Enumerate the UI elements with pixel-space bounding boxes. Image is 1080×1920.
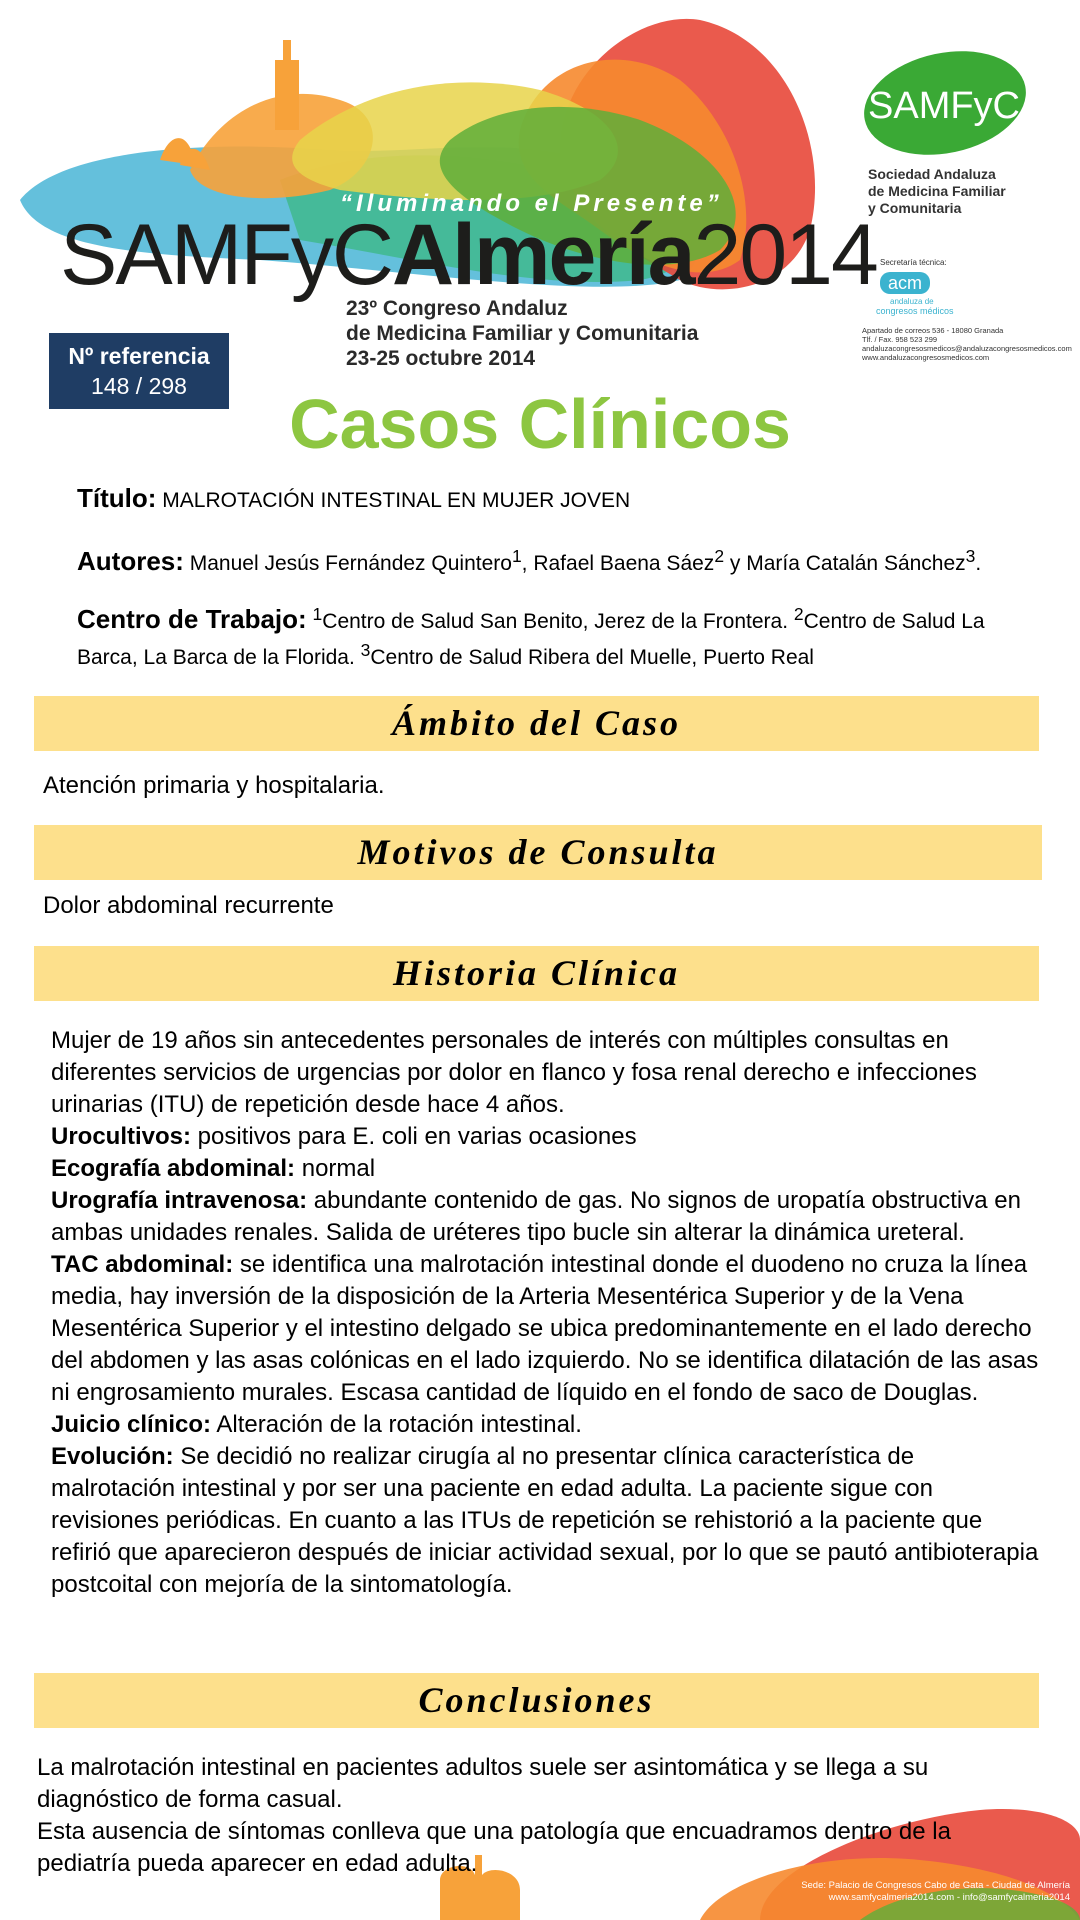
autor-3-sup: 3 xyxy=(965,546,976,566)
historia-urografia xyxy=(51,1185,1041,1249)
workplace-row xyxy=(77,600,1007,672)
congress-line-2: de Medicina Familiar y Comunitaria xyxy=(346,322,699,345)
autor-1-sup: 1 xyxy=(511,546,522,566)
secretaria-label: Secretaría técnica: xyxy=(880,258,947,267)
historia-intro: Mujer de 19 años sin antecedentes personales de interés con múltiples consultas en diferentes servicios de urgencias por dolor en flanco y fosa renal derecho e infecciones urinarias (ITU) de repetición desde hace 4 años. xyxy=(51,1027,977,1118)
titulo-label: Título: xyxy=(77,483,157,513)
samfyc-name-line-2: de Medicina Familiar xyxy=(868,183,1006,199)
acm-logo-text: acm xyxy=(888,273,923,293)
historia-evolucion xyxy=(51,1441,1041,1601)
centro-2-sup: 2 xyxy=(793,604,804,624)
titulo-value: MALROTACIÓN INTESTINAL EN MUJER JOVEN xyxy=(162,489,631,512)
reference-value: 148 / 298 xyxy=(91,373,187,399)
reference-label: Nº referencia xyxy=(68,343,210,369)
autor-1: Manuel Jesús Fernández Quintero xyxy=(189,552,512,575)
acm-logo xyxy=(876,270,956,320)
historia-urocultivos xyxy=(51,1121,1041,1153)
samfyc-full-name xyxy=(868,166,1006,217)
page-title xyxy=(0,384,1080,464)
congress-line-3: 23-25 octubre 2014 xyxy=(346,347,536,370)
conclusiones-text xyxy=(37,1752,1017,1880)
secretaria-info xyxy=(862,326,1072,362)
autor-end: . xyxy=(975,552,982,575)
samfyc-logo xyxy=(850,48,1030,158)
footer-venue-info xyxy=(780,1880,1070,1904)
evolucion-label: Evolución: xyxy=(51,1443,174,1470)
historia-ecografia xyxy=(51,1153,1041,1185)
samfyc-name-line-1: Sociedad Andaluza xyxy=(868,166,996,182)
ambito-text: Atención primaria y hospitalaria. xyxy=(43,772,385,799)
juicio-text: Alteración de la rotación intestinal. xyxy=(211,1411,582,1438)
historia-tac xyxy=(51,1249,1041,1409)
autor-2-sup: 2 xyxy=(714,546,725,566)
historia-juicio xyxy=(51,1409,1041,1441)
evolucion-text: Se decidió no realizar cirugía al no presentar clínica característica de malrotación intestinal y por ser una paciente en edad adulta. La paciente sigue con revisiones periódicas. En cuanto a las ITUs de repetición se rehistorió a la paciente que refirió que aparecieron después de iniciar actividad sexual, por lo que se pautó antibioterapia postcoital con mejoría de la sintomatología. xyxy=(51,1443,1039,1598)
secretaria-line-4: www.andaluzacongresosmedicos.com xyxy=(862,353,990,362)
section-header-ambito: Ámbito del Caso xyxy=(34,696,1039,751)
section-header-conclusiones: Conclusiones xyxy=(34,1673,1039,1728)
congress-line-1: 23º Congreso Andaluz xyxy=(346,297,568,320)
centro-3-sup: 3 xyxy=(360,640,371,660)
juicio-label: Juicio clínico: xyxy=(51,1411,212,1438)
secretaria-line-2: Tlf. / Fax. 958 523 299 xyxy=(862,335,938,344)
congress-info xyxy=(346,296,698,371)
centro-1-sup: 1 xyxy=(312,604,323,624)
autor-3: y María Catalán Sánchez xyxy=(724,552,966,575)
brand-year: 2014 xyxy=(693,207,877,303)
castle-silhouette xyxy=(275,40,299,130)
conclusiones-paragraph-2: Esta ausencia de síntomas conlleva que una patología que encuadramos dentro de la pediatría pueda aparecer en edad adulta. xyxy=(37,1818,951,1877)
congress-brand xyxy=(60,207,877,303)
autores-label: Autores: xyxy=(77,546,184,576)
urocultivos-text: positivos para E. coli en varias ocasiones xyxy=(191,1123,637,1150)
brand-samfyc: SAMFyC xyxy=(60,207,392,303)
conclusiones-paragraph-1: La malrotación intestinal en pacientes adultos suele ser asintomática y se llega a su diagnóstico de forma casual. xyxy=(37,1754,929,1813)
centro-3: Centro de Salud Ribera del Muelle, Puerto Real xyxy=(370,646,814,669)
tac-text: se identifica una malrotación intestinal donde el duodeno no cruza la línea media, hay inversión de la disposición de la Arteria Mesentérica Superior y de la Vena Mesentérica Superior y el intestino delgado se ubica predominantemente en el lado derecho del abdomen y las asas colónicas en el lado izquierdo. No se identifica dilatación de las asas ni engrosamiento murales. Escasa cantidad de líquido en el fondo de saco de Douglas. xyxy=(51,1251,1039,1406)
tac-label: TAC abdominal: xyxy=(51,1251,234,1278)
autor-2: , Rafael Baena Sáez xyxy=(521,552,715,575)
samfyc-logo-text: SAMFyC xyxy=(868,85,1020,127)
page-title-text: Casos Clínicos xyxy=(289,385,791,463)
footer-line-1: Sede: Palacio de Congresos Cabo de Gata - Ciudad de Almería xyxy=(801,1880,1070,1891)
urocultivos-label: Urocultivos: xyxy=(51,1123,192,1150)
ecografia-text: normal xyxy=(295,1155,376,1182)
samfyc-name-line-3: y Comunitaria xyxy=(868,200,962,216)
secretaria-line-1: Apartado de correos 536 - 18080 Granada xyxy=(862,326,1004,335)
historia-clinica-text xyxy=(51,1025,1041,1601)
centro-label: Centro de Trabajo: xyxy=(77,604,307,634)
urografia-text: abundante contenido de gas. No signos de uropatía obstructiva en ambas unidades renales. Salida de uréteres tipo bucle sin alterar la dinámica ureteral. xyxy=(51,1187,1021,1246)
congress-slogan: “Iluminando el Presente” xyxy=(340,190,723,217)
section-header-motivos: Motivos de Consulta xyxy=(34,825,1042,880)
acm-logo-sub-1: andaluza de xyxy=(890,297,934,306)
motivos-text: Dolor abdominal recurrente xyxy=(43,892,334,919)
authors-row xyxy=(77,542,1007,578)
brand-almeria: Almería xyxy=(392,207,694,303)
ecografia-label: Ecografía abdominal: xyxy=(51,1155,296,1182)
acm-logo-sub-2: congresos médicos xyxy=(876,306,954,316)
case-title-row xyxy=(77,484,1007,515)
urografia-label: Urografía intravenosa: xyxy=(51,1187,308,1214)
centro-1: Centro de Salud San Benito, Jerez de la Frontera. xyxy=(322,610,794,633)
footer-line-2: www.samfycalmeria2014.com - info@samfycalmeria2014 xyxy=(828,1892,1070,1903)
section-header-historia: Historia Clínica xyxy=(34,946,1039,1001)
centro-2: Centro de Salud La Barca, La Barca de la Florida. xyxy=(77,610,985,669)
secretaria-line-3: andaluzacongresosmedicos@andaluzacongresosmedicos.com xyxy=(862,344,1072,353)
